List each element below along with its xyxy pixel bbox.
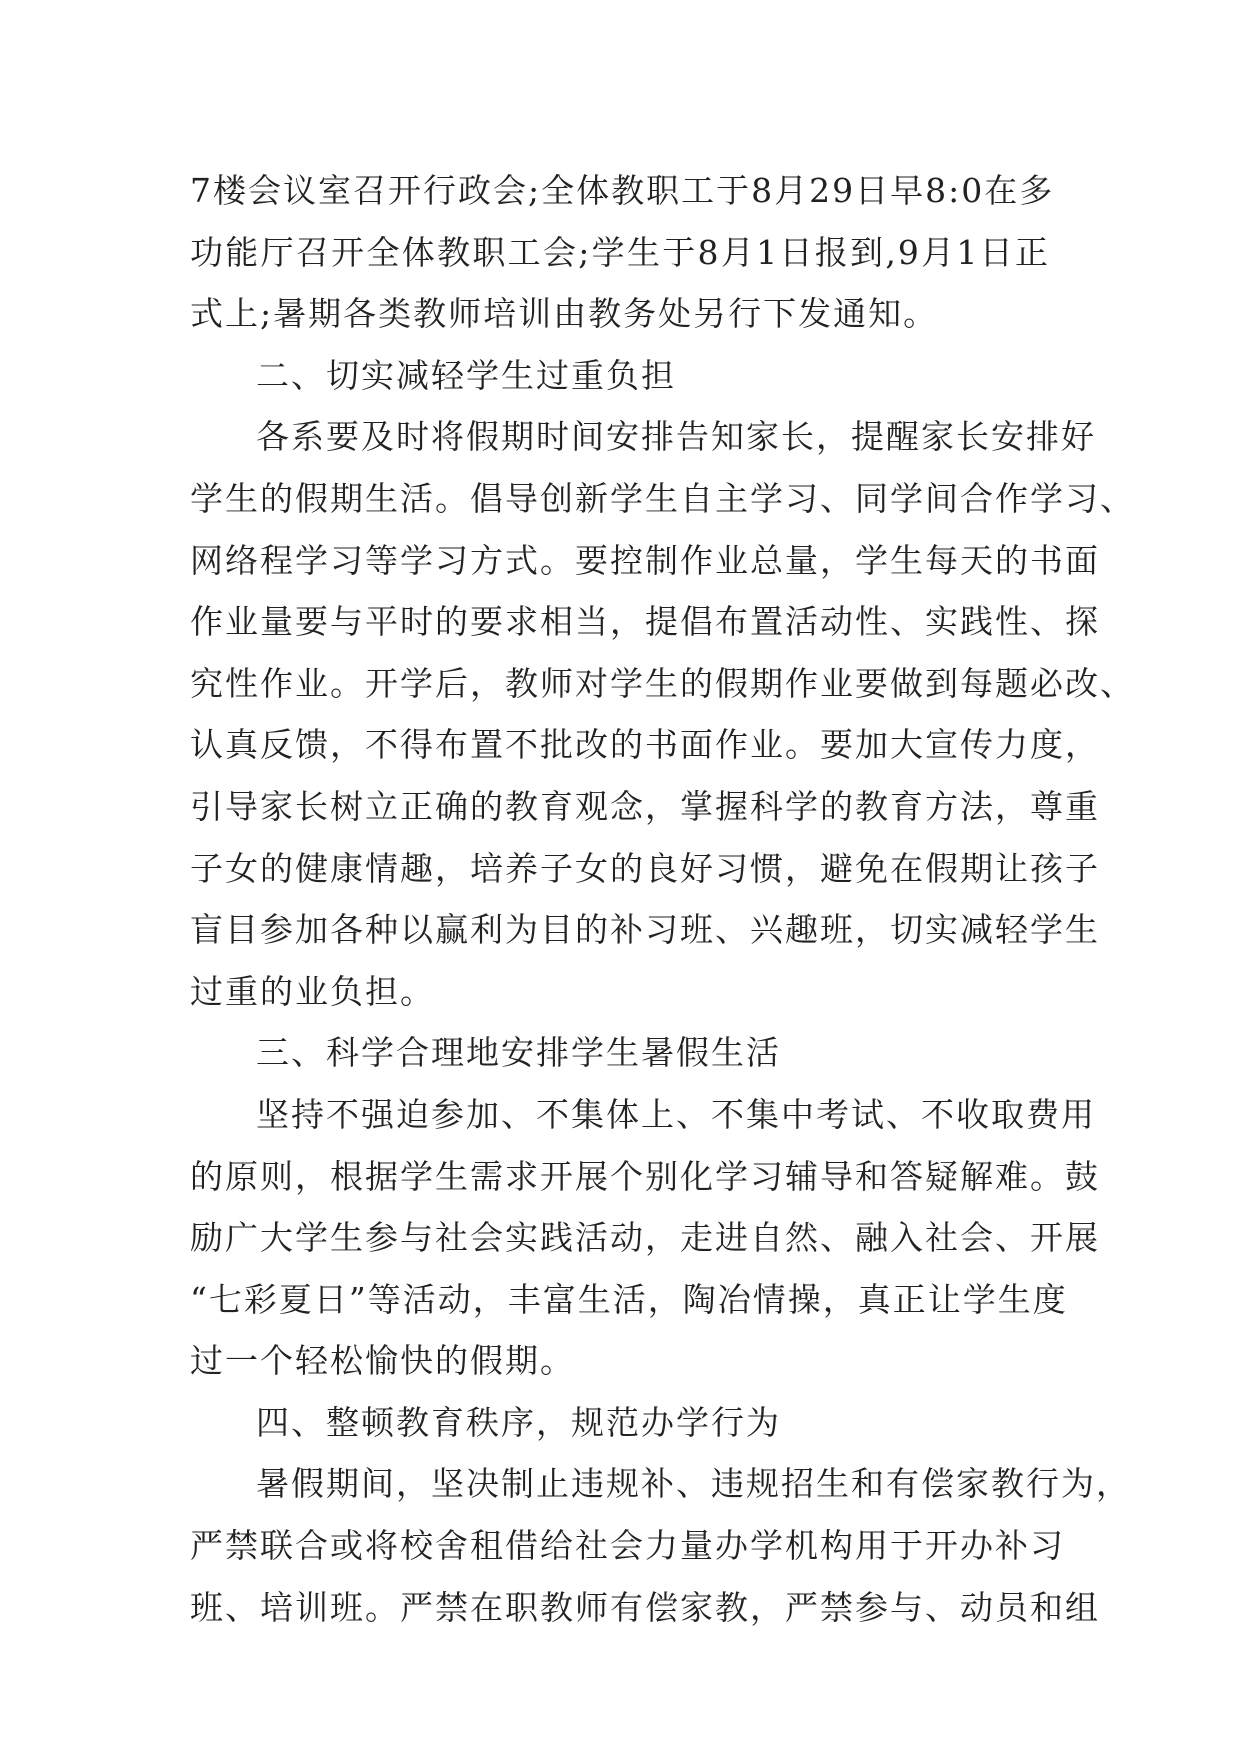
text-line: 作业量要与平时的要求相当，提倡布置活动性、实践性、探 [190, 602, 1100, 642]
paragraph-first-line: 坚持不强迫参加、不集体上、不集中考试、不收取费用 [256, 1094, 1096, 1134]
text-line: 式上;暑期各类教师培训由教务处另行下发通知。 [190, 294, 939, 334]
text-line: 过一个轻松愉快的假期。 [190, 1341, 575, 1381]
text-line: 盲目参加各种以赢利为目的补习班、兴趣班，切实减轻学生 [190, 910, 1100, 950]
text-line: 的原则，根据学生需求开展个别化学习辅导和答疑解难。鼓 [190, 1156, 1100, 1196]
text-line: 子女的健康情趣，培养子女的良好习惯，避免在假期让孩子 [190, 848, 1100, 888]
text-line: 7楼会议室召开行政会;全体教职工于8月29日早8:0在多 [190, 171, 1055, 210]
paragraph-first-line: 暑假期间，坚决制止违规补、违规招生和有偿家教行为， [256, 1464, 1131, 1504]
section-heading-4: 四、整顿教育秩序，规范办学行为 [256, 1402, 781, 1442]
text-line: 网络程学习等学习方式。要控制作业总量，学生每天的书面 [190, 540, 1100, 580]
text-line: 严禁联合或将校舍租借给社会力量办学机构用于开办补习 [190, 1526, 1065, 1566]
text-line: 引导家长树立正确的教育观念，掌握科学的教育方法，尊重 [190, 786, 1100, 826]
text-line: 励广大学生参与社会实践活动，走进自然、融入社会、开展 [190, 1218, 1100, 1258]
text-line: 究性作业。开学后，教师对学生的假期作业要做到每题必改、 [190, 663, 1135, 703]
section-heading-2: 二、切实减轻学生过重负担 [256, 355, 676, 395]
text-line: “七彩夏日”等活动，丰富生活，陶冶情操，真正让学生度 [190, 1279, 1068, 1319]
text-line: 学生的假期生活。倡导创新学生自主学习、同学间合作学习、 [190, 478, 1135, 518]
section-heading-3: 三、科学合理地安排学生暑假生活 [256, 1033, 781, 1073]
document-body [190, 160, 1135, 1638]
text-line: 功能厅召开全体教职工会;学生于8月1日报到,9月1日正 [190, 232, 1050, 272]
text-line: 认真反馈，不得布置不批改的书面作业。要加大宣传力度， [190, 725, 1100, 765]
text-line: 过重的业负担。 [190, 971, 435, 1011]
paragraph-first-line: 各系要及时将假期时间安排告知家长，提醒家长安排好 [256, 417, 1096, 457]
text-line: 班、培训班。严禁在职教师有偿家教，严禁参与、动员和组 [190, 1587, 1100, 1627]
